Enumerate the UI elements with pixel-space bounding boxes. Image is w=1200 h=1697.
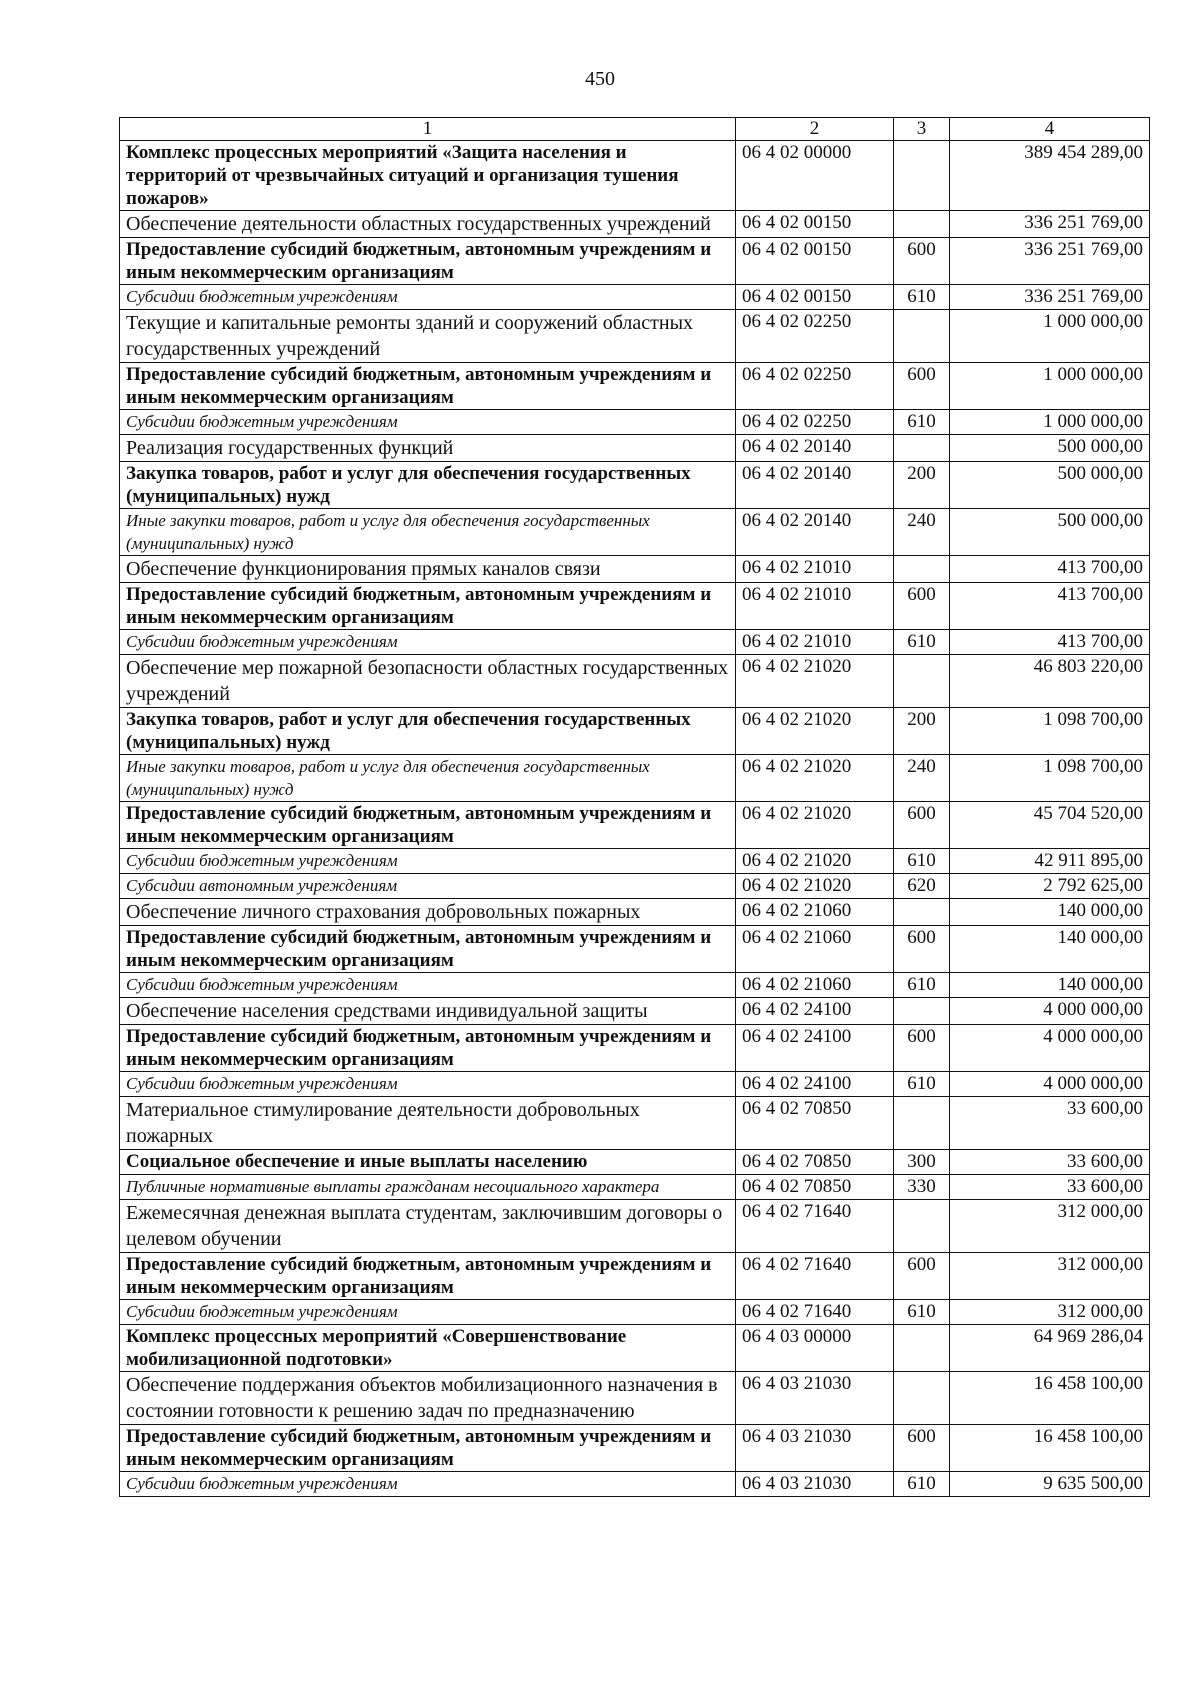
table-row [120, 310, 1150, 363]
row-kvr: 600 [894, 1025, 950, 1072]
row-name: Субсидии бюджетным учреждениям [120, 285, 736, 310]
table-row [120, 849, 1150, 874]
row-name: Комплекс процессных мероприятий «Защита населения и территорий от чрезвычайных ситуаций и организация тушения пожаров» [120, 141, 736, 211]
row-kvr: 610 [894, 285, 950, 310]
row-code: 06 4 02 21010 [736, 630, 894, 655]
row-kvr: 610 [894, 973, 950, 998]
row-code: 06 4 03 00000 [736, 1325, 894, 1372]
row-amount: 16 458 100,00 [950, 1372, 1150, 1425]
row-name: Субсидии бюджетным учреждениям [120, 1300, 736, 1325]
row-amount: 336 251 769,00 [950, 238, 1150, 285]
row-code: 06 4 02 24100 [736, 1025, 894, 1072]
row-kvr: 330 [894, 1175, 950, 1200]
row-kvr: 610 [894, 1300, 950, 1325]
row-code: 06 4 02 02250 [736, 410, 894, 435]
table-row [120, 1025, 1150, 1072]
table-row [120, 410, 1150, 435]
row-code: 06 4 02 20140 [736, 509, 894, 556]
header-col-3: 3 [894, 118, 950, 141]
row-code: 06 4 02 21060 [736, 899, 894, 926]
table-row [120, 285, 1150, 310]
row-code: 06 4 02 02250 [736, 363, 894, 410]
row-amount: 33 600,00 [950, 1175, 1150, 1200]
row-amount: 1 098 700,00 [950, 755, 1150, 802]
table-row [120, 874, 1150, 899]
row-amount: 42 911 895,00 [950, 849, 1150, 874]
row-kvr [894, 998, 950, 1025]
header-col-1: 1 [120, 118, 736, 141]
row-amount: 33 600,00 [950, 1097, 1150, 1150]
table-row [120, 802, 1150, 849]
row-name: Субсидии бюджетным учреждениям [120, 410, 736, 435]
row-amount: 140 000,00 [950, 899, 1150, 926]
row-name: Ежемесячная денежная выплата студентам, заключившим договоры о целевом обучении [120, 1200, 736, 1253]
row-kvr [894, 435, 950, 462]
row-name: Субсидии бюджетным учреждениям [120, 630, 736, 655]
row-kvr: 610 [894, 630, 950, 655]
row-kvr: 240 [894, 755, 950, 802]
row-name: Предоставление субсидий бюджетным, автономным учреждениям и иным некоммерческим организациям [120, 238, 736, 285]
row-amount: 1 098 700,00 [950, 708, 1150, 755]
row-amount: 2 792 625,00 [950, 874, 1150, 899]
row-kvr [894, 1097, 950, 1150]
row-code: 06 4 02 00150 [736, 238, 894, 285]
row-code: 06 4 02 21010 [736, 583, 894, 630]
row-kvr: 610 [894, 849, 950, 874]
row-code: 06 4 02 02250 [736, 310, 894, 363]
row-amount: 336 251 769,00 [950, 285, 1150, 310]
row-code: 06 4 02 24100 [736, 1072, 894, 1097]
row-kvr [894, 141, 950, 211]
row-code: 06 4 02 21060 [736, 973, 894, 998]
row-kvr [894, 1372, 950, 1425]
row-kvr: 200 [894, 708, 950, 755]
row-amount: 500 000,00 [950, 462, 1150, 509]
row-code: 06 4 02 71640 [736, 1200, 894, 1253]
row-name: Обеспечение деятельности областных государственных учреждений [120, 211, 736, 238]
row-amount: 336 251 769,00 [950, 211, 1150, 238]
row-name: Закупка товаров, работ и услуг для обеспечения государственных (муниципальных) нужд [120, 462, 736, 509]
row-amount: 4 000 000,00 [950, 1025, 1150, 1072]
row-name: Обеспечение мер пожарной безопасности областных государственных учреждений [120, 655, 736, 708]
row-code: 06 4 03 21030 [736, 1372, 894, 1425]
row-name: Субсидии автономным учреждениям [120, 874, 736, 899]
row-kvr: 600 [894, 238, 950, 285]
row-code: 06 4 02 21060 [736, 926, 894, 973]
table-row [120, 1372, 1150, 1425]
row-kvr: 600 [894, 926, 950, 973]
row-code: 06 4 03 21030 [736, 1425, 894, 1472]
row-amount: 16 458 100,00 [950, 1425, 1150, 1472]
table-row [120, 462, 1150, 509]
header-col-2: 2 [736, 118, 894, 141]
row-name: Субсидии бюджетным учреждениям [120, 973, 736, 998]
row-amount: 1 000 000,00 [950, 310, 1150, 363]
row-kvr: 600 [894, 802, 950, 849]
row-amount: 1 000 000,00 [950, 363, 1150, 410]
row-kvr [894, 655, 950, 708]
row-name: Обеспечение населения средствами индивидуальной защиты [120, 998, 736, 1025]
row-name: Текущие и капитальные ремонты зданий и сооружений областных государственных учреждений [120, 310, 736, 363]
row-amount: 64 969 286,04 [950, 1325, 1150, 1372]
row-amount: 413 700,00 [950, 583, 1150, 630]
row-name: Обеспечение функционирования прямых каналов связи [120, 556, 736, 583]
row-amount: 4 000 000,00 [950, 1072, 1150, 1097]
row-amount: 312 000,00 [950, 1300, 1150, 1325]
table-row [120, 556, 1150, 583]
row-kvr: 610 [894, 1472, 950, 1497]
table-row [120, 998, 1150, 1025]
row-amount: 413 700,00 [950, 556, 1150, 583]
row-code: 06 4 02 21020 [736, 874, 894, 899]
row-code: 06 4 02 00150 [736, 211, 894, 238]
row-name: Материальное стимулирование деятельности добровольных пожарных [120, 1097, 736, 1150]
row-amount: 312 000,00 [950, 1200, 1150, 1253]
table-row [120, 708, 1150, 755]
row-code: 06 4 02 24100 [736, 998, 894, 1025]
row-kvr [894, 1200, 950, 1253]
table-row [120, 141, 1150, 211]
table-body [120, 141, 1150, 1497]
row-kvr: 300 [894, 1150, 950, 1175]
row-name: Предоставление субсидий бюджетным, автономным учреждениям и иным некоммерческим организациям [120, 1425, 736, 1472]
table-row [120, 1200, 1150, 1253]
row-kvr: 600 [894, 1253, 950, 1300]
row-kvr: 600 [894, 1425, 950, 1472]
row-name: Обеспечение поддержания объектов мобилизационного назначения в состоянии готовности к решению задач по предназначению [120, 1372, 736, 1425]
row-code: 06 4 02 71640 [736, 1300, 894, 1325]
row-amount: 413 700,00 [950, 630, 1150, 655]
row-name: Закупка товаров, работ и услуг для обеспечения государственных (муниципальных) нужд [120, 708, 736, 755]
row-kvr [894, 899, 950, 926]
table-row [120, 1097, 1150, 1150]
row-name: Субсидии бюджетным учреждениям [120, 849, 736, 874]
row-name: Иные закупки товаров, работ и услуг для обеспечения государственных (муниципальных) нужд [120, 755, 736, 802]
row-amount: 312 000,00 [950, 1253, 1150, 1300]
header-col-4: 4 [950, 118, 1150, 141]
table-row [120, 1300, 1150, 1325]
row-name: Предоставление субсидий бюджетным, автономным учреждениям и иным некоммерческим организациям [120, 1253, 736, 1300]
row-kvr [894, 211, 950, 238]
row-amount: 46 803 220,00 [950, 655, 1150, 708]
table-row [120, 363, 1150, 410]
row-code: 06 4 02 20140 [736, 462, 894, 509]
row-name: Иные закупки товаров, работ и услуг для обеспечения государственных (муниципальных) нужд [120, 509, 736, 556]
row-amount: 33 600,00 [950, 1150, 1150, 1175]
row-code: 06 4 02 21020 [736, 755, 894, 802]
table-row [120, 899, 1150, 926]
row-amount: 9 635 500,00 [950, 1472, 1150, 1497]
table-row [120, 211, 1150, 238]
table-row [120, 655, 1150, 708]
row-code: 06 4 02 71640 [736, 1253, 894, 1300]
row-kvr [894, 556, 950, 583]
row-amount: 4 000 000,00 [950, 998, 1150, 1025]
row-kvr: 200 [894, 462, 950, 509]
row-name: Субсидии бюджетным учреждениям [120, 1472, 736, 1497]
row-kvr: 620 [894, 874, 950, 899]
row-kvr: 610 [894, 410, 950, 435]
table-row [120, 630, 1150, 655]
row-amount: 389 454 289,00 [950, 141, 1150, 211]
row-amount: 140 000,00 [950, 926, 1150, 973]
table-row [120, 1150, 1150, 1175]
row-kvr [894, 1325, 950, 1372]
row-name: Комплекс процессных мероприятий «Совершенствование мобилизационной подготовки» [120, 1325, 736, 1372]
table-header-row [120, 118, 1150, 141]
row-code: 06 4 02 00150 [736, 285, 894, 310]
row-code: 06 4 02 70850 [736, 1175, 894, 1200]
table-row [120, 755, 1150, 802]
row-name: Предоставление субсидий бюджетным, автономным учреждениям и иным некоммерческим организациям [120, 926, 736, 973]
row-amount: 1 000 000,00 [950, 410, 1150, 435]
row-name: Обеспечение личного страхования добровольных пожарных [120, 899, 736, 926]
table-row [120, 1425, 1150, 1472]
row-amount: 500 000,00 [950, 509, 1150, 556]
row-amount: 140 000,00 [950, 973, 1150, 998]
table-row [120, 1325, 1150, 1372]
table-row [120, 973, 1150, 998]
row-name: Субсидии бюджетным учреждениям [120, 1072, 736, 1097]
row-code: 06 4 02 00000 [736, 141, 894, 211]
row-kvr: 240 [894, 509, 950, 556]
table-row [120, 926, 1150, 973]
row-code: 06 4 02 21020 [736, 802, 894, 849]
row-name: Предоставление субсидий бюджетным, автономным учреждениям и иным некоммерческим организациям [120, 363, 736, 410]
budget-table [119, 117, 1150, 1497]
row-name: Предоставление субсидий бюджетным, автономным учреждениям и иным некоммерческим организациям [120, 583, 736, 630]
table-row [120, 238, 1150, 285]
row-name: Публичные нормативные выплаты гражданам несоциального характера [120, 1175, 736, 1200]
row-code: 06 4 02 21020 [736, 708, 894, 755]
row-kvr: 600 [894, 583, 950, 630]
row-code: 06 4 02 21010 [736, 556, 894, 583]
table-row [120, 1253, 1150, 1300]
row-name: Социальное обеспечение и иные выплаты населению [120, 1150, 736, 1175]
table-row [120, 1472, 1150, 1497]
row-kvr: 610 [894, 1072, 950, 1097]
table-row [120, 1072, 1150, 1097]
row-code: 06 4 02 70850 [736, 1097, 894, 1150]
row-code: 06 4 03 21030 [736, 1472, 894, 1497]
row-amount: 45 704 520,00 [950, 802, 1150, 849]
row-name: Предоставление субсидий бюджетным, автономным учреждениям и иным некоммерческим организациям [120, 802, 736, 849]
row-amount: 500 000,00 [950, 435, 1150, 462]
table-row [120, 509, 1150, 556]
row-code: 06 4 02 21020 [736, 655, 894, 708]
row-code: 06 4 02 70850 [736, 1150, 894, 1175]
table-row [120, 1175, 1150, 1200]
row-name: Реализация государственных функций [120, 435, 736, 462]
row-kvr [894, 310, 950, 363]
row-name: Предоставление субсидий бюджетным, автономным учреждениям и иным некоммерческим организациям [120, 1025, 736, 1072]
row-kvr: 600 [894, 363, 950, 410]
table-row [120, 435, 1150, 462]
row-code: 06 4 02 20140 [736, 435, 894, 462]
page-number: 450 [585, 68, 615, 90]
row-code: 06 4 02 21020 [736, 849, 894, 874]
table-row [120, 583, 1150, 630]
